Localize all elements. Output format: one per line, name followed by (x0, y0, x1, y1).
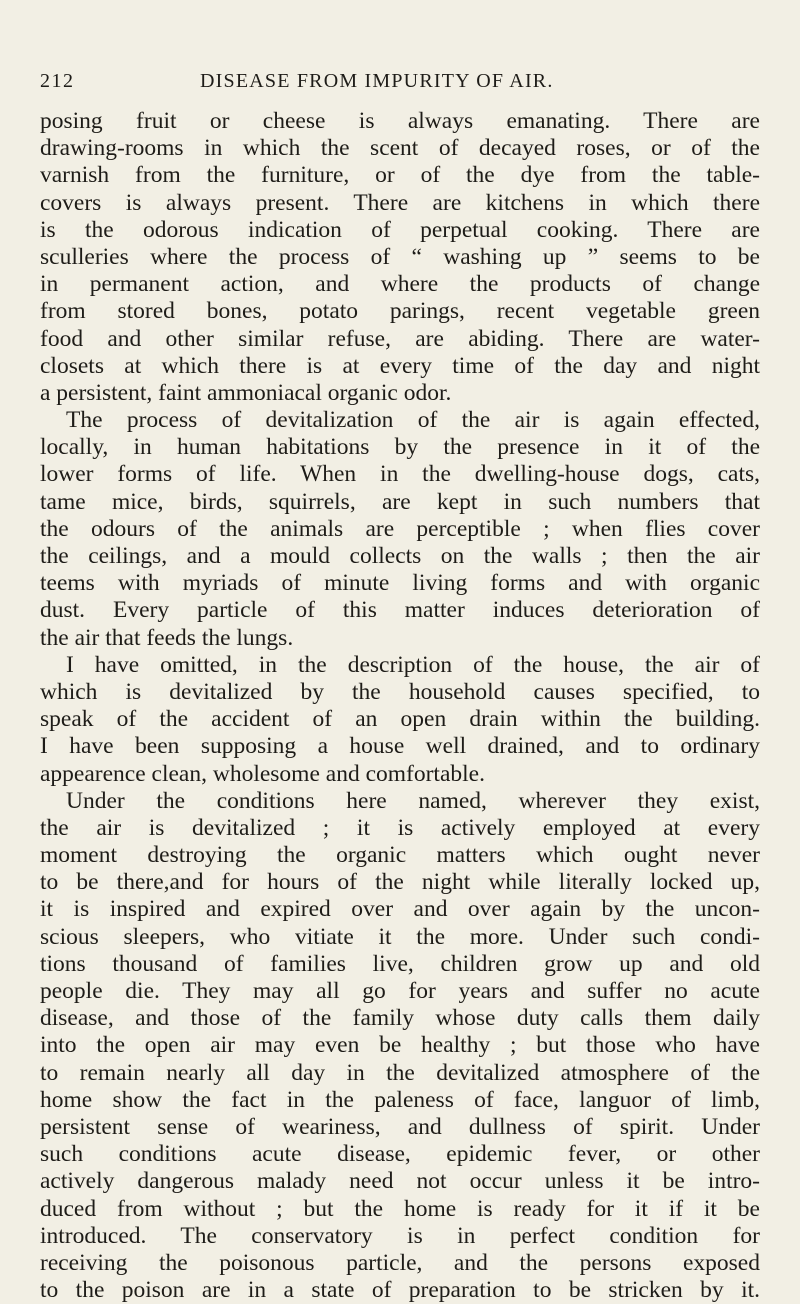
text-line: actively dangerous malady need not occur unless it be intro- (40, 1168, 760, 1195)
text-line: tions thousand of families live, children grow up and old (40, 950, 760, 977)
text-line: varnish from the furniture, or of the dye from the table- (40, 162, 760, 189)
page-number: 212 (40, 70, 75, 92)
text-line: sculleries where the process of “ washing up ” seems to be (40, 243, 760, 270)
text-line: to be there,and for hours of the night while literally locked up, (40, 869, 760, 896)
text-line: to remain nearly all day in the devitalized atmosphere of the (40, 1059, 760, 1086)
text-line: receiving the poisonous particle, and the persons exposed (40, 1249, 760, 1276)
text-line: the air that feeds the lungs. (40, 624, 294, 651)
text-line: scious sleepers, who vitiate it the more. Under such condi- (40, 923, 760, 950)
text-line: moment destroying the organic matters which ought never (40, 842, 760, 869)
text-line: teems with myriads of minute living forms and with organic (40, 570, 760, 597)
text-line: The process of devitalization of the air is again effected, (66, 407, 760, 434)
text-line: appearence clean, wholesome and comfortable. (40, 760, 485, 787)
text-line: posing fruit or cheese is always emanating. There are (40, 108, 760, 134)
text-line: I have omitted, in the description of the house, the air of (66, 651, 760, 678)
text-line: the air is devitalized ; it is actively employed at every (40, 814, 760, 841)
text-line: is the odorous indication of perpetual cooking. There are (40, 216, 760, 243)
text-line: the odours of the animals are perceptible ; when flies cover (40, 515, 760, 542)
body-text (40, 108, 760, 1304)
text-line: speak of the accident of an open drain within the building. (40, 706, 760, 733)
text-line: the ceilings, and a mould collects on the walls ; then the air (40, 543, 760, 569)
text-line: which is devitalized by the household causes specified, to (40, 678, 760, 705)
text-line: people die. They may all go for years and suffer no acute (40, 978, 760, 1004)
text-line: lower forms of life. When in the dwelling-house dogs, cats, (40, 461, 760, 488)
running-head (40, 60, 760, 100)
text-line: a persistent, faint ammoniacal organic odor. (40, 379, 452, 406)
text-line: to the poison are in a state of preparation to be stricken by it. (40, 1277, 760, 1304)
text-line: from stored bones, potato parings, recent vegetable green (40, 298, 760, 325)
text-line: disease, and those of the family whose duty calls them daily (40, 1005, 760, 1032)
text-line: such conditions acute disease, epidemic fever, or other (40, 1141, 760, 1168)
text-line: Under the conditions here named, wherever they exist, (66, 787, 760, 814)
text-line: drawing-rooms in which the scent of decayed roses, or of the (40, 135, 760, 162)
text-line: dust. Every particle of this matter induces deterioration of (40, 597, 760, 624)
text-line: it is inspired and expired over and over again by the uncon- (40, 896, 760, 923)
book-page (40, 60, 760, 1304)
text-line: introduced. The conservatory is in perfect condition for (40, 1222, 760, 1249)
text-line: locally, in human habitations by the presence in it of the (40, 434, 760, 461)
text-line: duced from without ; but the home is ready for it if it be (40, 1195, 760, 1222)
text-line: tame mice, birds, squirrels, are kept in such numbers that (40, 488, 760, 515)
text-line: persistent sense of weariness, and dullness of spirit. Under (40, 1113, 760, 1140)
text-line: food and other similar refuse, are abiding. There are water- (40, 325, 760, 352)
text-line: I have been supposing a house well drained, and to ordinary (40, 733, 760, 760)
text-line: into the open air may even be healthy ; but those who have (40, 1032, 760, 1059)
text-line: in permanent action, and where the products of change (40, 271, 760, 298)
text-line: home show the fact in the paleness of face, languor of limb, (40, 1086, 760, 1113)
running-title: DISEASE FROM IMPURITY OF AIR. (200, 70, 554, 92)
text-line: covers is always present. There are kitchens in which there (40, 189, 760, 216)
text-line: closets at which there is at every time of the day and night (40, 352, 760, 379)
